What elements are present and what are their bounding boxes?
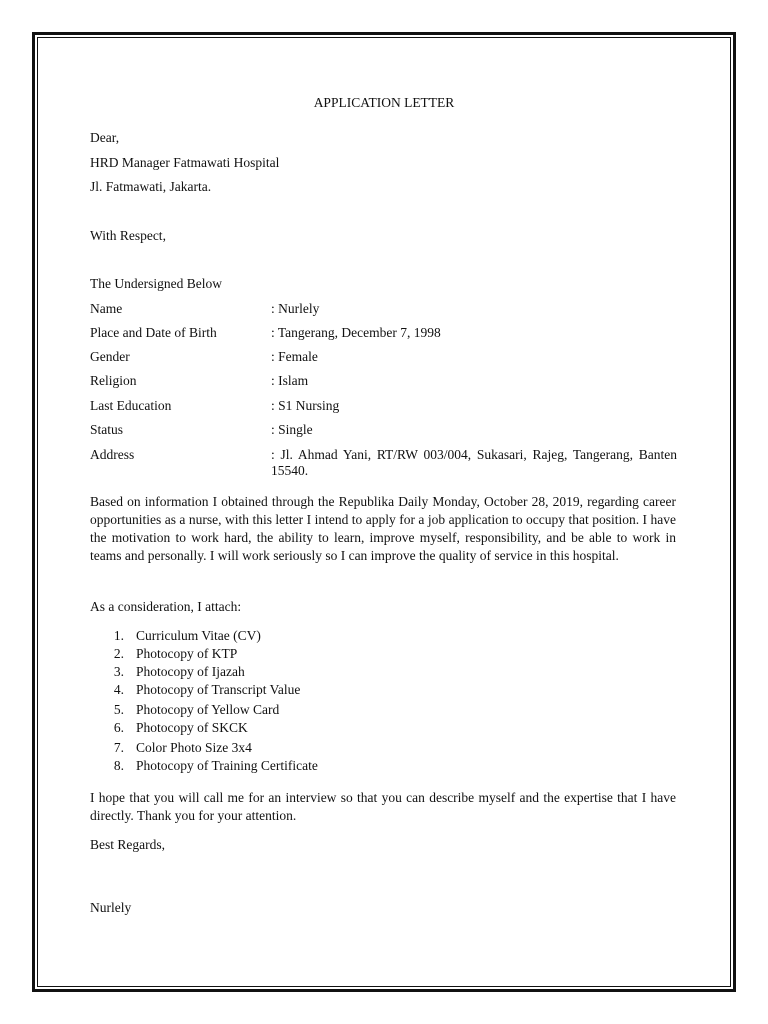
attachment-number: 8. <box>113 758 124 773</box>
attachment-item: Curriculum Vitae (CV) <box>136 628 261 643</box>
attachment-number: 7. <box>113 740 124 755</box>
attachment-item: Photocopy of Yellow Card <box>136 702 280 717</box>
field-label-education: Last Education <box>90 398 172 413</box>
field-label-address: Address <box>90 447 135 462</box>
attachment-number: 3. <box>113 664 124 679</box>
field-value-religion: : Islam <box>271 373 309 388</box>
attachment-item: Photocopy of SKCK <box>136 720 248 735</box>
attachment-item: Photocopy of Transcript Value <box>136 682 301 697</box>
field-label-gender: Gender <box>90 349 130 364</box>
intro-line: The Undersigned Below <box>90 276 222 291</box>
field-value-education: : S1 Nursing <box>271 398 340 413</box>
field-value-status: : Single <box>271 422 313 437</box>
attachment-number: 2. <box>113 646 124 661</box>
closing-phrase: Best Regards, <box>90 837 165 852</box>
opening-greeting: With Respect, <box>90 228 166 243</box>
field-label-religion: Religion <box>90 373 137 388</box>
signature-name: Nurlely <box>90 900 132 915</box>
field-value-name: : Nurlely <box>271 301 320 316</box>
field-value-gender: : Female <box>271 349 318 364</box>
attachment-number: 1. <box>113 628 124 643</box>
field-label-birth: Place and Date of Birth <box>90 325 217 340</box>
attachment-item: Photocopy of Training Certificate <box>136 758 318 773</box>
attachment-number: 5. <box>113 702 124 717</box>
salutation: Dear, <box>90 130 120 145</box>
attachment-number: 6. <box>113 720 124 735</box>
closing-paragraph: I hope that you will call me for an interview so that you can describe myself and the expertise that I have directly. Thank you for your attention. <box>90 790 676 823</box>
attachment-number: 4. <box>113 682 124 697</box>
recipient-line-1: HRD Manager Fatmawati Hospital <box>90 155 280 170</box>
attachment-item: Photocopy of KTP <box>136 646 238 661</box>
field-label-name: Name <box>90 301 123 316</box>
attachments-intro: As a consideration, I attach: <box>90 599 242 614</box>
attachment-item: Color Photo Size 3x4 <box>136 740 252 755</box>
field-value-birth: : Tangerang, December 7, 1998 <box>271 325 441 340</box>
attachment-item: Photocopy of Ijazah <box>136 664 245 679</box>
field-label-status: Status <box>90 422 124 437</box>
letter-title: APPLICATION LETTER <box>313 95 455 110</box>
field-value-address: : Jl. Ahmad Yani, RT/RW 003/004, Sukasari, Rajeg, Tangerang, Banten 15540. <box>271 447 677 478</box>
body-paragraph: Based on information I obtained through the Republika Daily Monday, October 28, 2019, regarding career opportunities as a nurse, with this letter I intend to apply for a job application to occupy that position. I have the motivation to work hard, the ability to learn, improve myself, responsibility, and be able to work in teams and personally. I will work seriously so I can improve the quality of service in this hospital. <box>90 494 676 563</box>
recipient-line-2: Jl. Fatmawati, Jakarta. <box>90 179 212 194</box>
